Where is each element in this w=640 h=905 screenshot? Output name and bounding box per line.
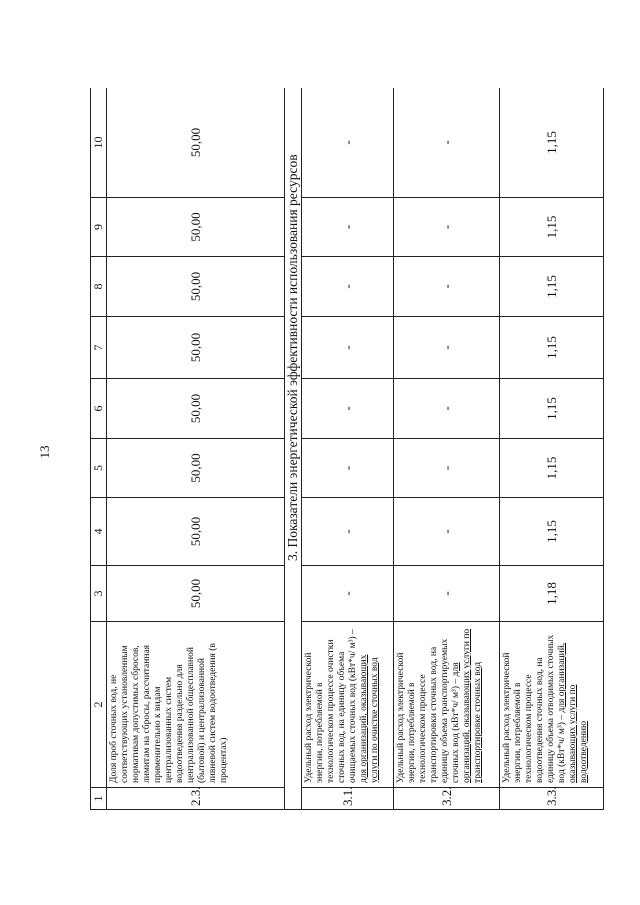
row-number: 3.1. <box>302 788 394 810</box>
column-number: 10 <box>91 88 107 198</box>
description-underlined: для организаций, оказывающих услуги по транспортировке сточных вод <box>451 628 483 783</box>
value-cell: - <box>394 439 500 498</box>
row-number: 3.2. <box>394 788 500 810</box>
value-cell: 1,15 <box>500 498 604 566</box>
value-cell: - <box>302 498 394 566</box>
value-cell: - <box>394 88 500 198</box>
indicator-description: Удельный расход электрической энергии, потребляемой в технологическом процессе транспортировки сточных вод, на единицу объема транспортируемых сточных вод (кВт*ч/ м³) – для организаций, оказывающих услуги по транспортировке сточных вод <box>394 622 500 788</box>
column-number: 1 <box>91 788 107 810</box>
column-number: 3 <box>91 566 107 622</box>
table-row <box>107 88 285 810</box>
document-page <box>90 88 604 810</box>
column-number: 2 <box>91 622 107 788</box>
column-number-row <box>91 88 107 810</box>
indicator-description: Удельный расход электрической энергии, потребляемой в технологическом процессе очистки сточных вод, на единицу объема очищаемых сточных вод (кВт*ч/ м³) – для организаций, оказывающих услуги по очистке сточных вод <box>302 622 394 788</box>
value-cell: 50,00 <box>107 198 285 257</box>
indicator-description: Доля проб сточных вод, не соответствующих установленным нормативам допустимых сбросов, лимитам на сбросы, рассчитанная применительно к видам централизованных систем водоотведения раздельно для централизованной общесплавной (бытовой) и централизованной ливневой систем водоотведения (в процентах) <box>107 622 285 788</box>
page-number: 13 <box>37 445 52 459</box>
table-row <box>500 88 604 810</box>
value-cell: 1,15 <box>500 88 604 198</box>
rotated-table-wrapper <box>90 88 604 810</box>
column-number: 8 <box>91 257 107 317</box>
value-cell: 50,00 <box>107 257 285 317</box>
table-row <box>302 88 394 810</box>
column-number: 6 <box>91 379 107 439</box>
description-underlined: для организаций, оказывающих услуги по водоотведению <box>557 642 589 783</box>
column-number: 9 <box>91 198 107 257</box>
column-number: 7 <box>91 317 107 379</box>
value-cell: - <box>302 198 394 257</box>
column-number: 4 <box>91 498 107 566</box>
column-number: 5 <box>91 439 107 498</box>
value-cell: 50,00 <box>107 379 285 439</box>
value-cell: - <box>394 257 500 317</box>
value-cell: 1,15 <box>500 198 604 257</box>
indicator-description: Удельный расход электрической энергии, потребляемой в технологическом процессе водоотведения сточных вод, на единицу объема отводимых сточных вод (кВт*ч/ м³) – для организаций, оказывающих услуги по водоотведению <box>500 622 604 788</box>
value-cell: 50,00 <box>107 317 285 379</box>
value-cell: - <box>302 257 394 317</box>
value-cell: - <box>302 379 394 439</box>
value-cell: 1,15 <box>500 379 604 439</box>
value-cell: - <box>302 439 394 498</box>
value-cell: - <box>394 498 500 566</box>
value-cell: - <box>302 88 394 198</box>
row-number: 3.3. <box>500 788 604 810</box>
value-cell: - <box>394 317 500 379</box>
value-cell: 50,00 <box>107 439 285 498</box>
value-cell: 1,18 <box>500 566 604 622</box>
value-cell: 50,00 <box>107 566 285 622</box>
value-cell: - <box>394 198 500 257</box>
value-cell: 1,15 <box>500 317 604 379</box>
value-cell: 1,15 <box>500 257 604 317</box>
row-number: 2.3. <box>107 788 285 810</box>
section-title: 3. Показатели энергетической эффективности использования ресурсов <box>285 88 302 810</box>
value-cell: 1,15 <box>500 439 604 498</box>
value-cell: - <box>394 379 500 439</box>
section-row <box>285 88 302 810</box>
description-underlined: для организаций, оказывающих услуги по очистке сточных вод <box>359 654 380 783</box>
table-row <box>394 88 500 810</box>
indicators-table <box>90 88 604 810</box>
value-cell: - <box>302 317 394 379</box>
value-cell: - <box>302 566 394 622</box>
value-cell: 50,00 <box>107 88 285 198</box>
value-cell: 50,00 <box>107 498 285 566</box>
value-cell: - <box>394 566 500 622</box>
